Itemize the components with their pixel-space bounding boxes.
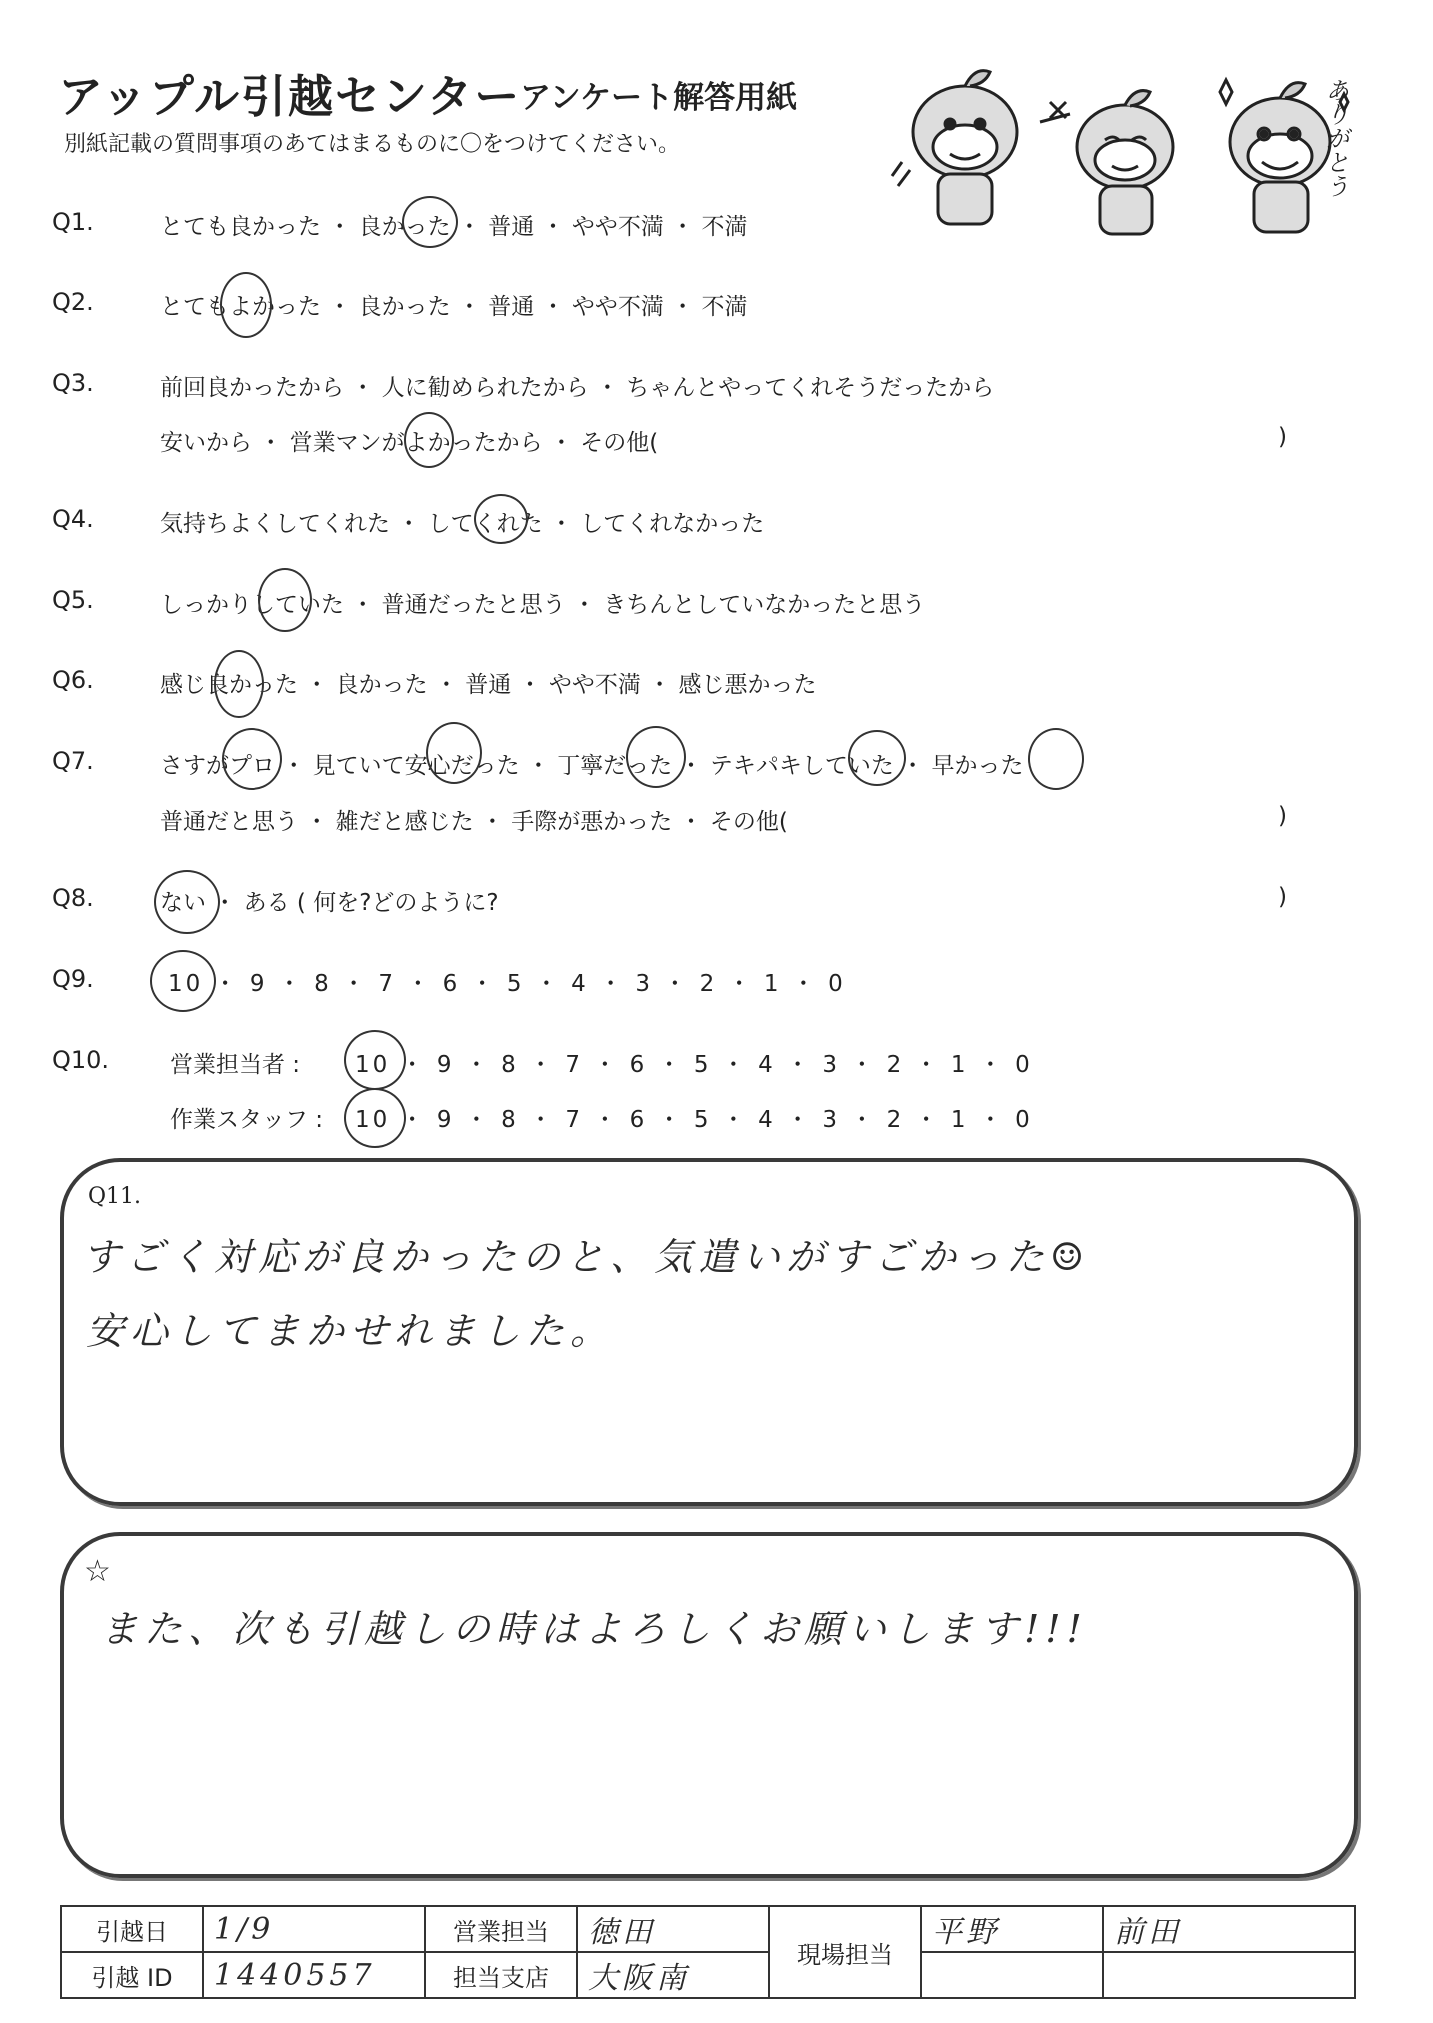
q8-label: Q8.	[52, 884, 94, 912]
q3-options-line2: 安いから ・ 営業マンがよかったから ・ その他(	[160, 430, 659, 456]
q10-sales-scale: 10 ・ 9 ・ 8 ・ 7 ・ 6 ・ 5 ・ 4 ・ 3 ・ 2 ・ 1 ・ 0	[355, 1052, 1033, 1078]
table-row	[61, 1952, 1355, 1998]
message-text: また、次も引越しの時はよろしくお願いします!!!	[100, 1607, 1088, 1651]
q2-options: とてもよかった ・ 良かった ・ 普通 ・ やや不満 ・ 不満	[160, 294, 748, 320]
form-subtitle: アンケート解答用紙	[520, 80, 798, 116]
sales-label: 営業担当	[425, 1906, 577, 1952]
site-staff-3-empty	[921, 1952, 1103, 1998]
q9-label: Q9.	[52, 965, 94, 993]
branch-value: 大阪南	[577, 1952, 769, 1998]
q7-options-line1: さすがプロ ・ 見ていて安心だった ・ 丁寧だった ・ テキパキしていた ・ 早かった	[160, 753, 1024, 779]
mascot-illustration	[890, 62, 1360, 252]
q3-label: Q3.	[52, 369, 94, 397]
q6-label: Q6.	[52, 666, 94, 694]
q1-label: Q1.	[52, 208, 94, 236]
q6-options: 感じ良かった ・ 良かった ・ 普通 ・ やや不満 ・ 感じ悪かった	[160, 672, 817, 698]
q8-options: ない ・ ある ( 何を?どのように?	[160, 890, 499, 916]
q7-paren-close: )	[1278, 803, 1287, 829]
q4-label: Q4.	[52, 505, 94, 533]
q7-options-line2: 普通だと思う ・ 雑だと感じた ・ 手際が悪かった ・ その他(	[160, 809, 788, 835]
q3-paren-close: )	[1278, 424, 1287, 450]
q2-label: Q2.	[52, 288, 94, 316]
q8-paren-close: )	[1278, 884, 1287, 910]
q10-label: Q10.	[52, 1046, 110, 1074]
q11-comment-line2: 安心してまかせれました。	[86, 1309, 615, 1353]
branch-label: 担当支店	[425, 1952, 577, 1998]
move-date-value: 1/9	[203, 1906, 425, 1952]
q10-sales-label: 営業担当者 :	[170, 1052, 301, 1078]
company-title: アップル引越センター	[58, 70, 522, 123]
q11-label: Q11.	[88, 1184, 142, 1209]
message-box	[60, 1532, 1358, 1878]
q7-label: Q7.	[52, 747, 94, 775]
site-staff-1-value: 平野	[921, 1906, 1103, 1952]
star-icon: ☆	[84, 1554, 111, 1589]
q4-options: 気持ちよくしてくれた ・ してくれた ・ してくれなかった	[160, 511, 765, 537]
q11-comment-box	[60, 1158, 1358, 1506]
site-staff-4-empty	[1103, 1952, 1355, 1998]
site-label: 現場担当	[769, 1906, 921, 1998]
sales-person-value: 徳田	[577, 1906, 769, 1952]
q11-comment-line1: すごく対応が良かったのと、気遣いがすごかった☺	[82, 1235, 1091, 1279]
move-id-value: 1440557	[203, 1952, 425, 1998]
q5-options: しっかりしていた ・ 普通だったと思う ・ きちんとしていなかったと思う	[160, 592, 926, 618]
q10-staff-label: 作業スタッフ :	[170, 1107, 324, 1133]
q3-options-line1: 前回良かったから ・ 人に勧められたから ・ ちゃんとやってくれそうだったから	[160, 375, 995, 401]
q7-selection-mark-5	[1028, 728, 1084, 790]
q5-label: Q5.	[52, 586, 94, 614]
move-info-table	[60, 1905, 1356, 1999]
q9-scale: 10 ・ 9 ・ 8 ・ 7 ・ 6 ・ 5 ・ 4 ・ 3 ・ 2 ・ 1 ・ 0	[168, 971, 846, 997]
move-id-label: 引越 ID	[61, 1952, 203, 1998]
site-staff-2-value: 前田	[1103, 1906, 1355, 1952]
thanks-text: ありがとう	[1321, 78, 1349, 198]
table-row	[61, 1906, 1355, 1952]
q10-staff-scale: 10 ・ 9 ・ 8 ・ 7 ・ 6 ・ 5 ・ 4 ・ 3 ・ 2 ・ 1 ・ 0	[355, 1107, 1033, 1133]
q1-options: とても良かった ・ 良かった ・ 普通 ・ やや不満 ・ 不満	[160, 214, 748, 240]
move-date-label: 引越日	[61, 1906, 203, 1952]
instruction-text: 別紙記載の質問事項のあてはまるものに〇をつけてください。	[64, 132, 681, 157]
